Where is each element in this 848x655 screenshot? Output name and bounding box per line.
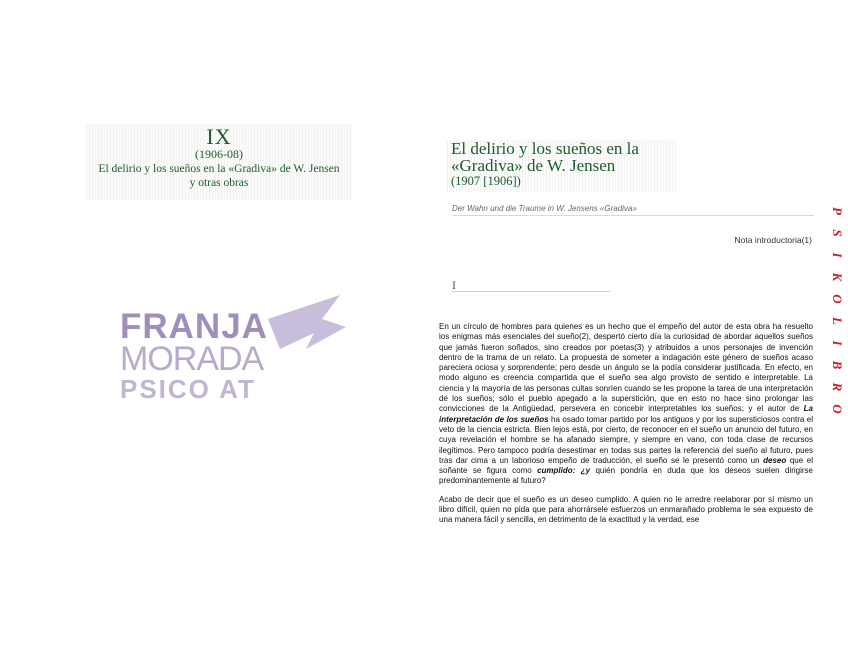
watermark-letter: P: [830, 207, 845, 215]
watermark-letter: R: [830, 382, 845, 392]
emphasis-deseo: deseo: [763, 455, 787, 465]
work-title-line2: «Gradiva» de W. Jensen: [451, 156, 616, 175]
psikolibro-watermark: [822, 200, 848, 460]
watermark-letter: S: [830, 229, 845, 237]
emphasis-cumplido: cumplido: ¿y: [537, 466, 591, 476]
paragraph-2: Acabo de decir que el sueño es un deseo cumplido. A quien no le arredre reelaborar por sí mismo un libro difícil, quien no pida que para ahorrársele esfuerzos un enmarañado problema le sea expuesto de una manera fácil y sencilla, en detrimento de la exactitud y la verdad, ese: [439, 494, 813, 525]
work-title-line1: El delirio y los sueños en la: [451, 139, 639, 158]
franja-morada-logo: [118, 291, 348, 411]
chapter-years: (1906-08): [195, 147, 243, 161]
work-title-block: [447, 140, 677, 192]
logo-line-franja: FRANJA: [120, 307, 268, 346]
body-text: [439, 322, 813, 534]
paragraph-1: En un círculo de hombres para quienes es un hecho que el empeño del autor de esta obra ha resuelto los enigmas más esenciales del sueño(2), despertó cierto día la curiosidad de abordar aquellos sueños que jamás fueron soñados, sino creados por poetas(3) y atribuidos a unos personajes de invención dentro de la trama de un relato. La propuesta de someter a indagación este género de sueños acaso pareciera ociosa y sorprendente; pero desde un ángulo se la podía considerar justificada. En efecto, en modo alguno es creencia compartida que el sueño sea algo provisto de sentido e interpretable. La ciencia y la mayoría de las personas cultas sonríen cuando se les propone la tarea de una interpretación de los sueños; sólo el pueblo apegado a la superstición, que en esto no hace sino prolongar las convicciones de la Antigüedad, persevera en concebir interpretables los sueños; y el autor de La interpretación de los sueños ha osado tomar partido por los antiguos y por los supersticiosos contra el veto de la ciencia estricta. Bien lejos está, por cierto, de reconocer en el sueño un anuncio del futuro, en cuya revelación el hombre se ha afanado siempre, y siempre en vano, con toda clase de recursos ilegítimos. Pero tampoco podría desestimar en todas sus partes la referencia del sueño al futuro, pues tras dar cima a un laborioso empeño de traducción, el sueño se le presentó como un deseo que el soñante se figura como cumplido: ¿y quién pondría en duda que los deseos suelen dirigirse predominantemente al futuro?: [439, 322, 814, 486]
chapter-heading-block: [86, 124, 352, 200]
watermark-letter: O: [830, 294, 845, 304]
watermark-letter: L: [830, 317, 845, 325]
watermark-letter: B: [830, 360, 845, 370]
work-title-years: (1907 [1906]): [451, 174, 521, 188]
book-title: La interpretación de los sueños: [439, 404, 813, 424]
chapter-title-line2: y otras obras: [189, 177, 249, 189]
watermark-letter: I: [830, 340, 845, 346]
section-number: I: [452, 278, 610, 292]
original-german-title: Der Wahn und die Traume in W. Jensens «Gradiva»: [452, 203, 814, 216]
intro-note-link[interactable]: Nota introductoria(1): [734, 235, 812, 245]
logo-line-morada: MORADA: [120, 340, 264, 378]
watermark-letter: I: [830, 252, 845, 258]
chapter-title-line1: El delirio y los sueños en la «Gradiva» de W. Jensen: [98, 163, 340, 175]
logo-line-psico: PSICO AT: [120, 374, 256, 404]
chapter-number: IX: [206, 124, 232, 149]
watermark-letter: K: [830, 272, 845, 282]
watermark-letter: O: [830, 404, 845, 414]
